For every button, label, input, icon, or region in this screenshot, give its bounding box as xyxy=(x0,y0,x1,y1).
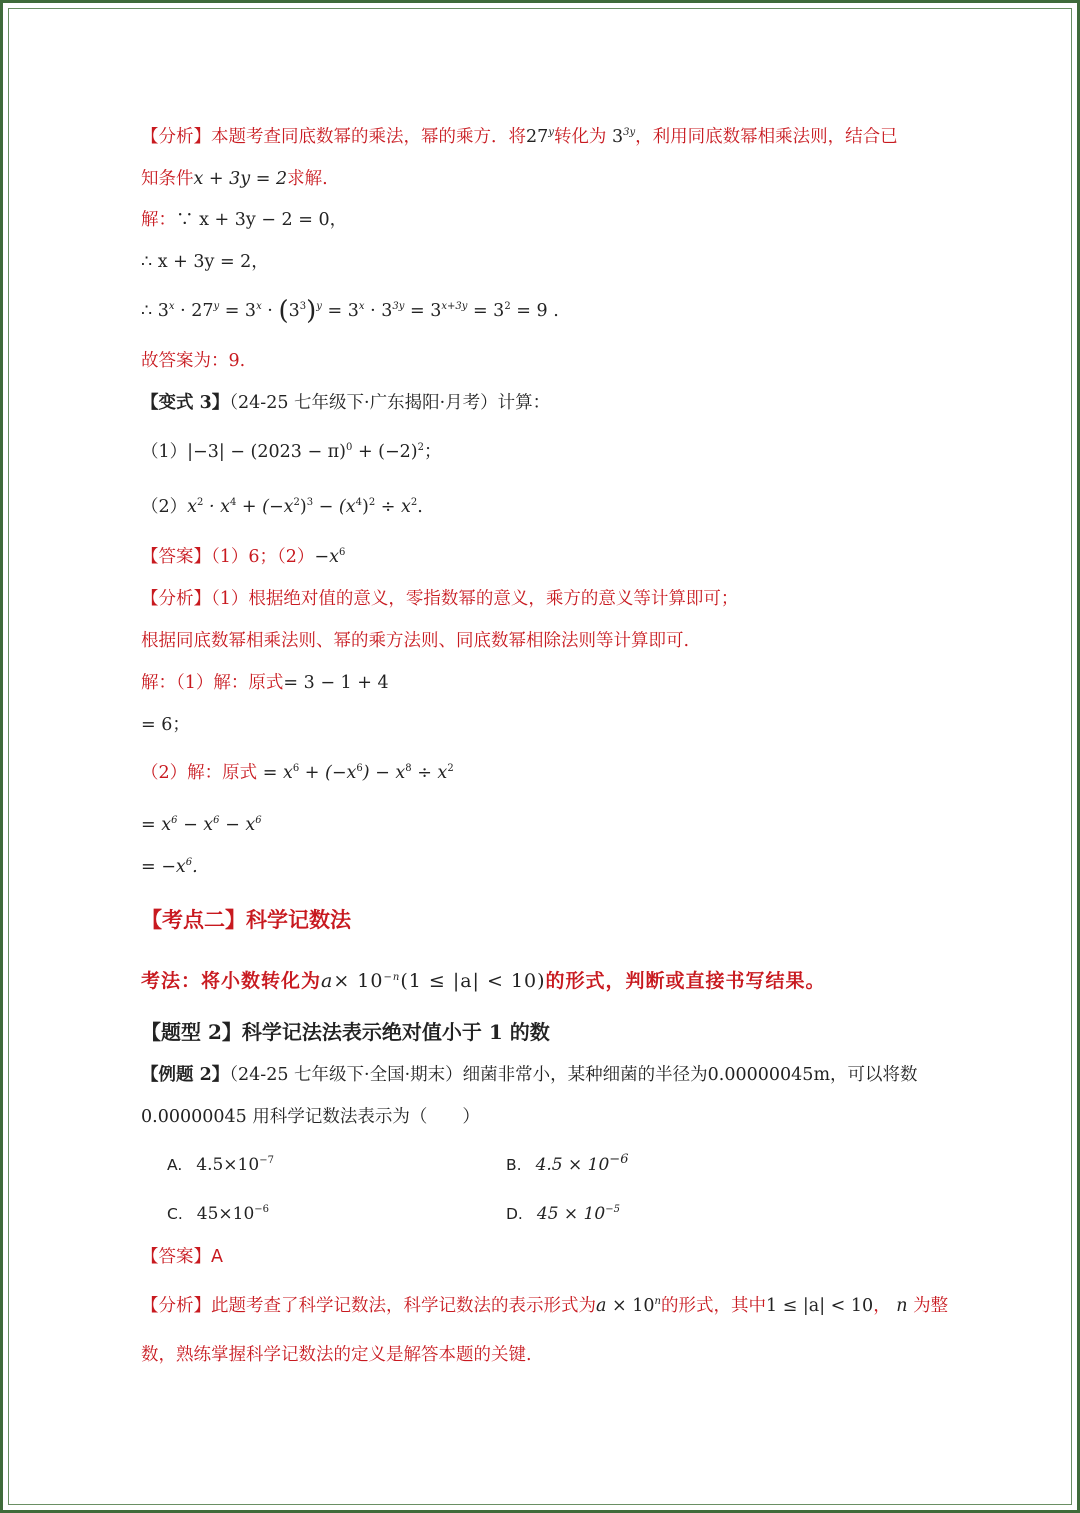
solution-line-1: 解：∵ x + 3y − 2 = 0， xyxy=(141,210,348,230)
variant-part-1: $(1)|-3| - (2023 - \pi)^0 + (-2)^2$； xyxy=(141,442,442,462)
example-line-1: 【例题 2】（24-25 七年级下·全国·期末）细菌非常小，某种细菌的半径为0.00000045m，可以将数 xyxy=(141,1065,918,1085)
question-type-title: 【题型 2】科学记法法表示绝对值小于 1 的数 xyxy=(141,1020,550,1044)
page-inner-border xyxy=(8,8,1072,1505)
variant-heading: 【变式 3】（24-25 七年级下·广东揭阳·月考）计算： xyxy=(141,393,551,413)
option-c: C. $45\times 10^{-6}$ xyxy=(167,1204,270,1224)
answer-line-3: 【答案】A xyxy=(141,1247,223,1267)
analysis-line-2: 知条件x + 3y = 2求解. xyxy=(141,169,328,189)
option-a: A. $4.5\times 10^{-7}$ xyxy=(167,1155,274,1175)
solution-line-3: ∴ $3^x \cdot 27^y = 3^x \cdot (3^3)^y = 3^x \cdot 3^{3y} = 3^{x+3y} = 3^2 = 9$ . xyxy=(141,296,559,326)
analysis3-line-1: 【分析】此题考查了科学记数法，科学记数法的表示形式为$a \times 10^n$的形式，其中1 ≤ |a| < 10， n 为整 xyxy=(141,1296,949,1316)
answer-line-2: 【答案】（1）6；$(2)-x^6$ xyxy=(141,547,346,567)
variant-part-2: $(2)x^2 \cdot x^4 + (-x^2)^3 - (x^4)^2 \div x^2$. xyxy=(141,497,423,517)
solution2-line-3: （2）解：原式 = $x^6 + (-x^6) - x^8 \div x^2$ xyxy=(141,763,454,783)
option-b: B. $4.5 \times 10^{-6}$ xyxy=(506,1152,629,1175)
solution2-line-2: = 6； xyxy=(141,715,190,735)
solution2-line-4: = $x^6 - x^6 - x^6$ xyxy=(141,815,262,835)
analysis-line-1: 【分析】本题考查同底数幂的乘法，幂的乘方．将27$^y$转化为 $3^{3y}$，利用同底数幂相乘法则，结合已 xyxy=(141,127,898,147)
solution2-line-5: = $-x^6$. xyxy=(141,857,198,877)
analysis2-line-1: 【分析】（1）根据绝对值的意义，零指数幂的意义，乘方的意义等计算即可； xyxy=(141,589,739,609)
analysis2-line-2: 根据同底数幂相乘法则、幂的乘方法则、同底数幂相除法则等计算即可. xyxy=(141,631,690,651)
section-title: 【考点二】科学记数法 xyxy=(141,907,351,932)
answer-line-1: 故答案为：9. xyxy=(141,351,246,371)
solution-line-2: ∴ x + 3y = 2， xyxy=(141,252,269,272)
solution2-line-1: 解：（1）解：原式= 3 − 1 + 4 xyxy=(141,673,389,693)
method-line: 考法：将小数转化为$a\times 10^{-n}(1 \le |a| < 10)$的形式，判断或直接书写结果。 xyxy=(141,970,826,992)
analysis3-line-2: 数，熟练掌握科学记数法的定义是解答本题的关键. xyxy=(141,1345,532,1365)
example-line-2: 0.00000045 用科学记数法表示为（ ） xyxy=(141,1107,480,1127)
option-d: D. $45 \times 10^{-5}$ xyxy=(506,1204,620,1224)
